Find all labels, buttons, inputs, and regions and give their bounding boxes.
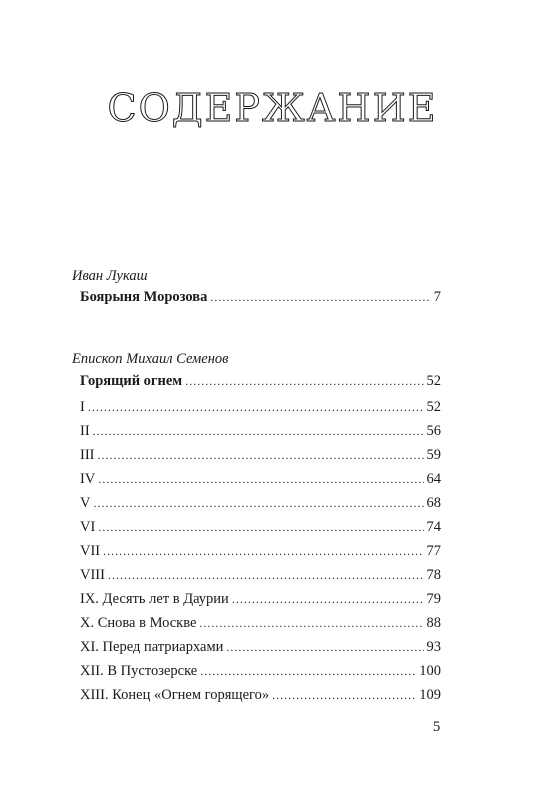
toc-entry[interactable] <box>80 446 441 464</box>
toc-entry-label: V <box>80 495 91 511</box>
toc-entry-page: 7 <box>433 289 441 305</box>
toc-entry-label: VIII <box>80 567 105 583</box>
toc-entry[interactable] <box>80 590 441 608</box>
toc-entry-label: Горящий огнем <box>80 373 183 389</box>
toc-entry-label: II <box>80 423 90 439</box>
toc-entry[interactable] <box>80 470 441 488</box>
author-name: Иван Лукаш <box>72 268 148 284</box>
toc-entry-label: XIII. Конец «Огнем горящего» <box>80 687 270 703</box>
toc-entry[interactable] <box>80 398 441 416</box>
toc-entry[interactable] <box>80 372 441 390</box>
dot-leader <box>88 398 424 416</box>
toc-entry-page: 78 <box>426 567 441 583</box>
toc-entry[interactable] <box>80 518 441 536</box>
dot-leader <box>93 494 423 512</box>
toc-entry-label: I <box>80 399 85 415</box>
dot-leader <box>93 422 424 440</box>
toc-entry-label: Боярыня Морозова <box>80 289 208 305</box>
toc-entry-page: 52 <box>426 399 441 415</box>
toc-entry[interactable] <box>80 494 441 512</box>
dot-leader <box>272 686 416 704</box>
toc-entry-page: 100 <box>419 663 441 679</box>
toc-entry-label: XII. В Пустозерске <box>80 663 198 679</box>
author-name: Епископ Михаил Семенов <box>72 351 229 367</box>
toc-entry-page: 79 <box>426 591 441 607</box>
toc-entry-page: 68 <box>426 495 441 511</box>
toc-entry-label: XI. Перед патриархами <box>80 639 224 655</box>
toc-entry[interactable] <box>80 422 441 440</box>
toc-entry[interactable] <box>80 566 441 584</box>
toc-entry-label: III <box>80 447 95 463</box>
toc-entry-page: 93 <box>426 639 441 655</box>
toc-entry[interactable] <box>80 638 441 656</box>
toc-entry[interactable] <box>80 614 441 632</box>
toc-entry-label: IV <box>80 471 96 487</box>
dot-leader <box>185 372 423 390</box>
page-number: 5 <box>433 719 441 735</box>
toc-entry-page: 109 <box>419 687 441 703</box>
dot-leader <box>98 470 423 488</box>
toc-entry[interactable] <box>80 288 441 306</box>
toc-entry-page: 77 <box>426 543 441 559</box>
toc-entry-page: 64 <box>426 471 441 487</box>
dot-leader <box>210 288 430 306</box>
dot-leader <box>232 590 424 608</box>
dot-leader <box>108 566 424 584</box>
dot-leader <box>103 542 423 560</box>
toc-entry[interactable] <box>80 542 441 560</box>
toc-entry-label: IX. Десять лет в Даурии <box>80 591 229 607</box>
toc-entry-page: 88 <box>426 615 441 631</box>
dot-leader <box>98 518 423 536</box>
toc-entry-page: 59 <box>426 447 441 463</box>
dot-leader <box>226 638 423 656</box>
toc-entry-page: 52 <box>426 373 441 389</box>
toc-entry[interactable] <box>80 662 441 680</box>
dot-leader <box>200 662 416 680</box>
toc-entry[interactable] <box>80 686 441 704</box>
toc-entry-label: VII <box>80 543 101 559</box>
toc-entry-label: X. Снова в Москве <box>80 615 197 631</box>
toc-entry-page: 56 <box>426 423 441 439</box>
toc-entry-page: 74 <box>426 519 441 535</box>
dot-leader <box>98 446 424 464</box>
toc-entry-label: VI <box>80 519 96 535</box>
page-title: СОДЕРЖАНИЕ <box>107 86 438 130</box>
dot-leader <box>199 614 423 632</box>
